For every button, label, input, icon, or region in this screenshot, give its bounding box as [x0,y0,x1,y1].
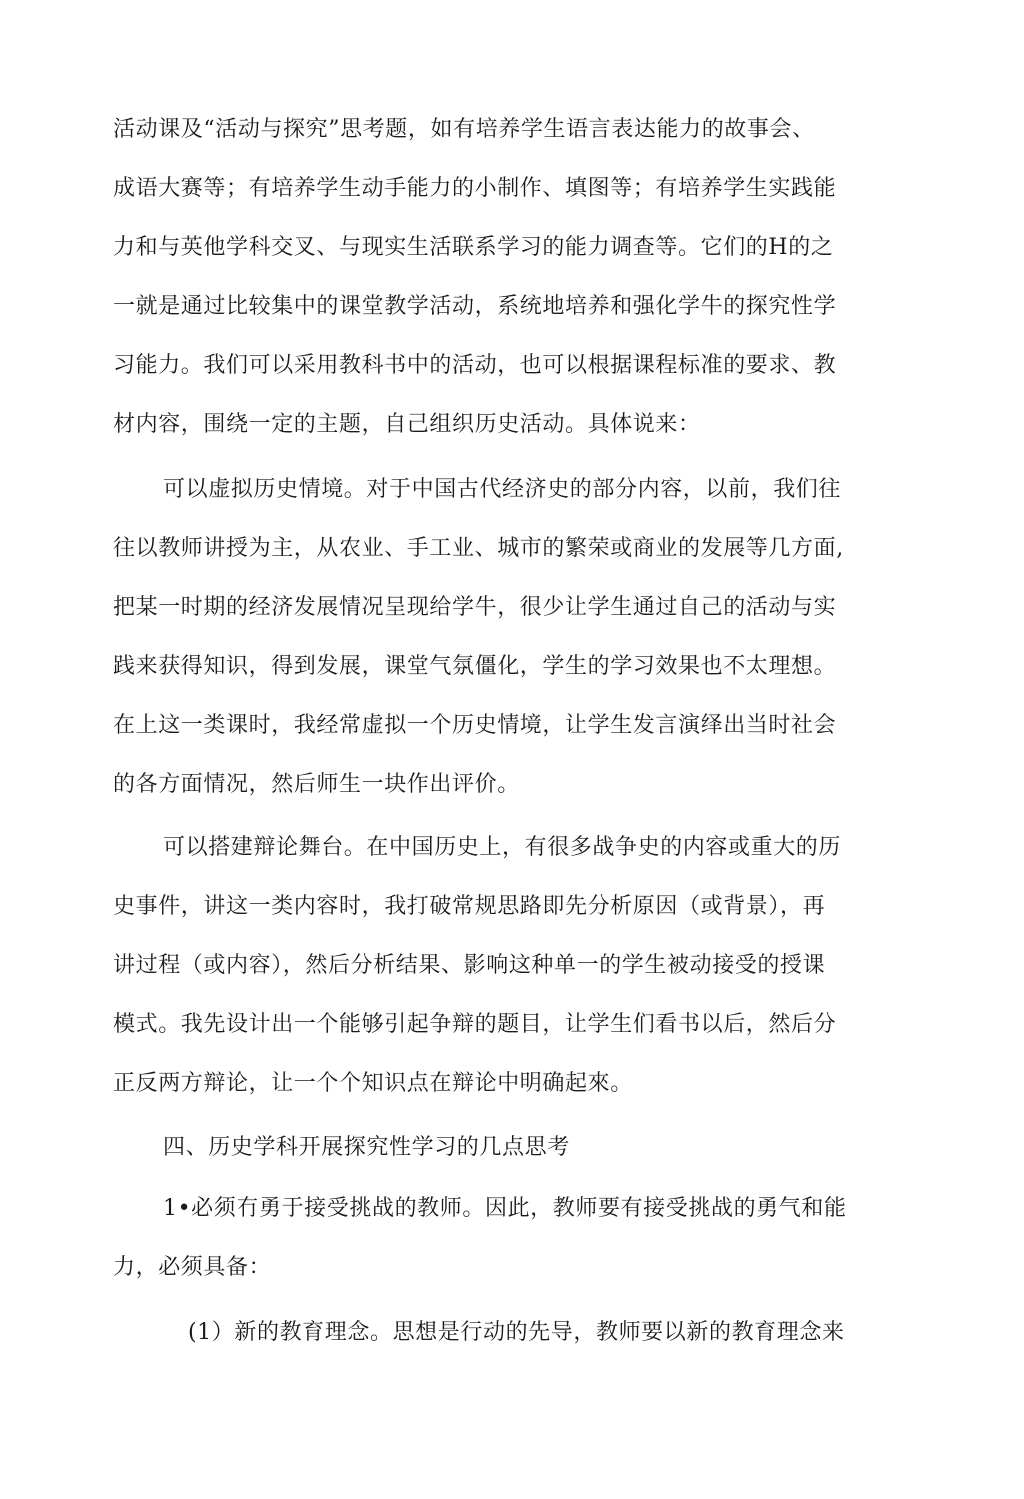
text-line-12: 的各方面情况，然后师生一块作出评价。 [113,772,520,797]
text-line-20: 力，必须具备： [113,1255,272,1280]
paragraph-start-line-13: 可以搭建辩论舞台。在中国历史上，有很多战争史的内容或重大的历 [163,835,842,860]
paragraph-start-line-19: 1•必须冇勇于接受挑战的教师。因此，教师要有接受挑战的勇气和能 [163,1196,847,1221]
text-line-11: 在上这一类课时，我经常虚拟一个历史情境，让学生发言演绎出当时社会 [113,713,837,738]
text-line-8: 往以教师讲授为主，从农业、手工业、城市的繁荣或商业的发展等几方面, [113,536,844,561]
text-line-5: 习能力。我们可以采用教科书中的活动，也可以根据课程标准的要求、教 [113,353,837,378]
text-line-9: 把某一时期的经济发展情况呈现给学牛，很少让学生通过自己的活动与实 [113,595,837,620]
text-line-4: 一就是通过比较集中的课堂教学活动，系统地培养和强化学牛的探究性学 [113,294,837,319]
text-line-6: 材内容，围绕一定的主题，自己组织历史活动。具体说来： [113,412,701,437]
text-line-15: 讲过程（或内容），然后分析结果、影响这种单一的学生被动接受的授课 [113,953,826,978]
section-heading: 四、历史学科开展探究性学习的几点思考 [163,1135,570,1160]
text-line-14: 史事件，讲这一类内容时，我打破常规思路即先分析原因（或背景），再 [113,894,826,919]
text-line-2: 成语大赛等；有培养学生动手能力的小制作、填图等；有培养学生实践能 [113,176,837,201]
text-line-3: 力和与英他学科交叉、与现实生活联系学习的能力调查等。它们的H的之 [113,235,834,260]
paragraph-start-line-21: (1）新的教育理念。思想是行动的先导，教师要以新的教育理念来 [188,1320,845,1345]
text-line-16: 模式。我先设计出一个能够引起争辩的题目，让学生们看书以后，然后分 [113,1012,837,1037]
text-line-1: 活动课及“活动与探究”思考题，如有培养学生语言表达能力的故事会、 [113,117,815,142]
text-line-17: 正反两方辩论，让一个个知识点在辩论中明确起來。 [113,1071,633,1096]
text-line-10: 践来获得知识，得到发展，课堂气氛僵化，学生的学习效果也不太理想。 [113,654,837,679]
paragraph-start-line-7: 可以虚拟历史情境。对于中国古代经济史的部分内容，以前，我们往 [163,477,842,502]
